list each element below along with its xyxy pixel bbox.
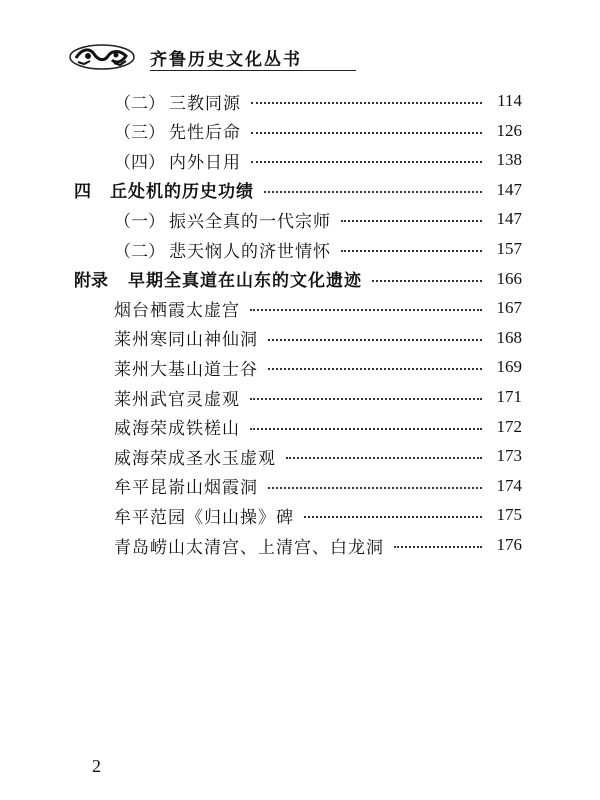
dot-leader (268, 368, 482, 370)
dot-leader (251, 161, 482, 163)
toc-index: （二） (114, 241, 165, 262)
toc-row (114, 353, 522, 381)
toc-page-number: 173 (496, 446, 522, 466)
dot-leader (250, 398, 482, 400)
toc-title: 威海荣成圣水玉虚观 (114, 448, 276, 469)
toc-title: 莱州大基山道士谷 (114, 359, 258, 380)
dot-leader (264, 191, 482, 193)
toc-row (114, 205, 522, 233)
series-title: 齐鲁历史文化丛书 (150, 50, 302, 70)
toc-row (114, 472, 522, 500)
toc-page-number: 175 (496, 505, 522, 525)
toc-title: 内外日用 (169, 152, 241, 173)
toc-page-number: 138 (496, 150, 522, 170)
toc-page-number: 166 (496, 268, 522, 288)
toc-page-number: 168 (496, 327, 522, 347)
toc-row (74, 265, 522, 293)
toc-page-number: 114 (497, 91, 522, 110)
toc-index: （三） (114, 123, 165, 144)
toc-page-number: 176 (496, 535, 522, 554)
toc-page-number: 167 (496, 298, 522, 318)
toc-page-number: 157 (496, 239, 522, 258)
toc-title: 威海荣成铁槎山 (114, 419, 240, 440)
toc-title: 牟平昆嵛山烟霞洞 (114, 478, 258, 499)
dragon-emblem-icon (68, 42, 136, 72)
toc-index: （二） (114, 93, 165, 114)
toc-index: 附录 (74, 271, 108, 292)
toc-row (114, 442, 522, 470)
dot-leader (304, 516, 482, 518)
dot-leader (268, 339, 482, 341)
header-rule (150, 70, 356, 71)
page-number: 2 (92, 756, 101, 776)
dot-leader (286, 457, 482, 459)
toc-title: 先性后命 (169, 123, 241, 144)
dot-leader (251, 102, 482, 104)
toc-row (114, 413, 522, 441)
toc-index: 四 (74, 182, 91, 203)
dot-leader (341, 250, 482, 252)
toc-title: 青岛崂山太清宫、上清宫、白龙洞 (114, 537, 384, 558)
dot-leader (394, 546, 482, 548)
toc-page-number: 126 (496, 120, 522, 140)
dot-leader (372, 280, 482, 282)
dot-leader (250, 428, 482, 430)
dot-leader (251, 132, 482, 134)
toc-title: 早期全真道在山东的文化遗迹 (128, 271, 362, 292)
toc-title: 烟台栖霞太虚宫 (114, 300, 240, 321)
toc-page-number: 172 (496, 416, 522, 436)
toc-title: 牟平范园《归山操》碑 (114, 507, 294, 528)
toc-title: 悲天悯人的济世情怀 (169, 241, 331, 262)
toc-page-number: 147 (496, 179, 522, 199)
toc-title: 莱州寒同山神仙洞 (114, 330, 258, 351)
toc-row (114, 531, 522, 559)
toc-row (114, 235, 522, 263)
toc-row (114, 383, 522, 411)
running-header (68, 40, 358, 76)
toc-row (114, 294, 522, 322)
toc-page-number: 169 (496, 357, 522, 377)
dot-leader (268, 487, 482, 489)
toc-row (114, 146, 522, 174)
toc-page-number: 174 (496, 475, 522, 495)
toc-page-number: 147 (496, 209, 522, 229)
toc-row (114, 324, 522, 352)
dot-leader (341, 220, 482, 222)
toc-page-number: 171 (496, 387, 522, 406)
toc-row (114, 501, 522, 529)
toc-title: 振兴全真的一代宗师 (169, 211, 331, 232)
toc-title: 三教同源 (169, 93, 241, 114)
toc-row (114, 117, 522, 145)
toc-index: （四） (114, 152, 165, 173)
toc-title: 丘处机的历史功绩 (110, 182, 254, 203)
toc-row (114, 87, 522, 115)
toc-title: 莱州武官灵虚观 (114, 389, 240, 410)
dot-leader (250, 309, 482, 311)
toc-index: （一） (114, 211, 165, 232)
toc-row (74, 176, 522, 204)
